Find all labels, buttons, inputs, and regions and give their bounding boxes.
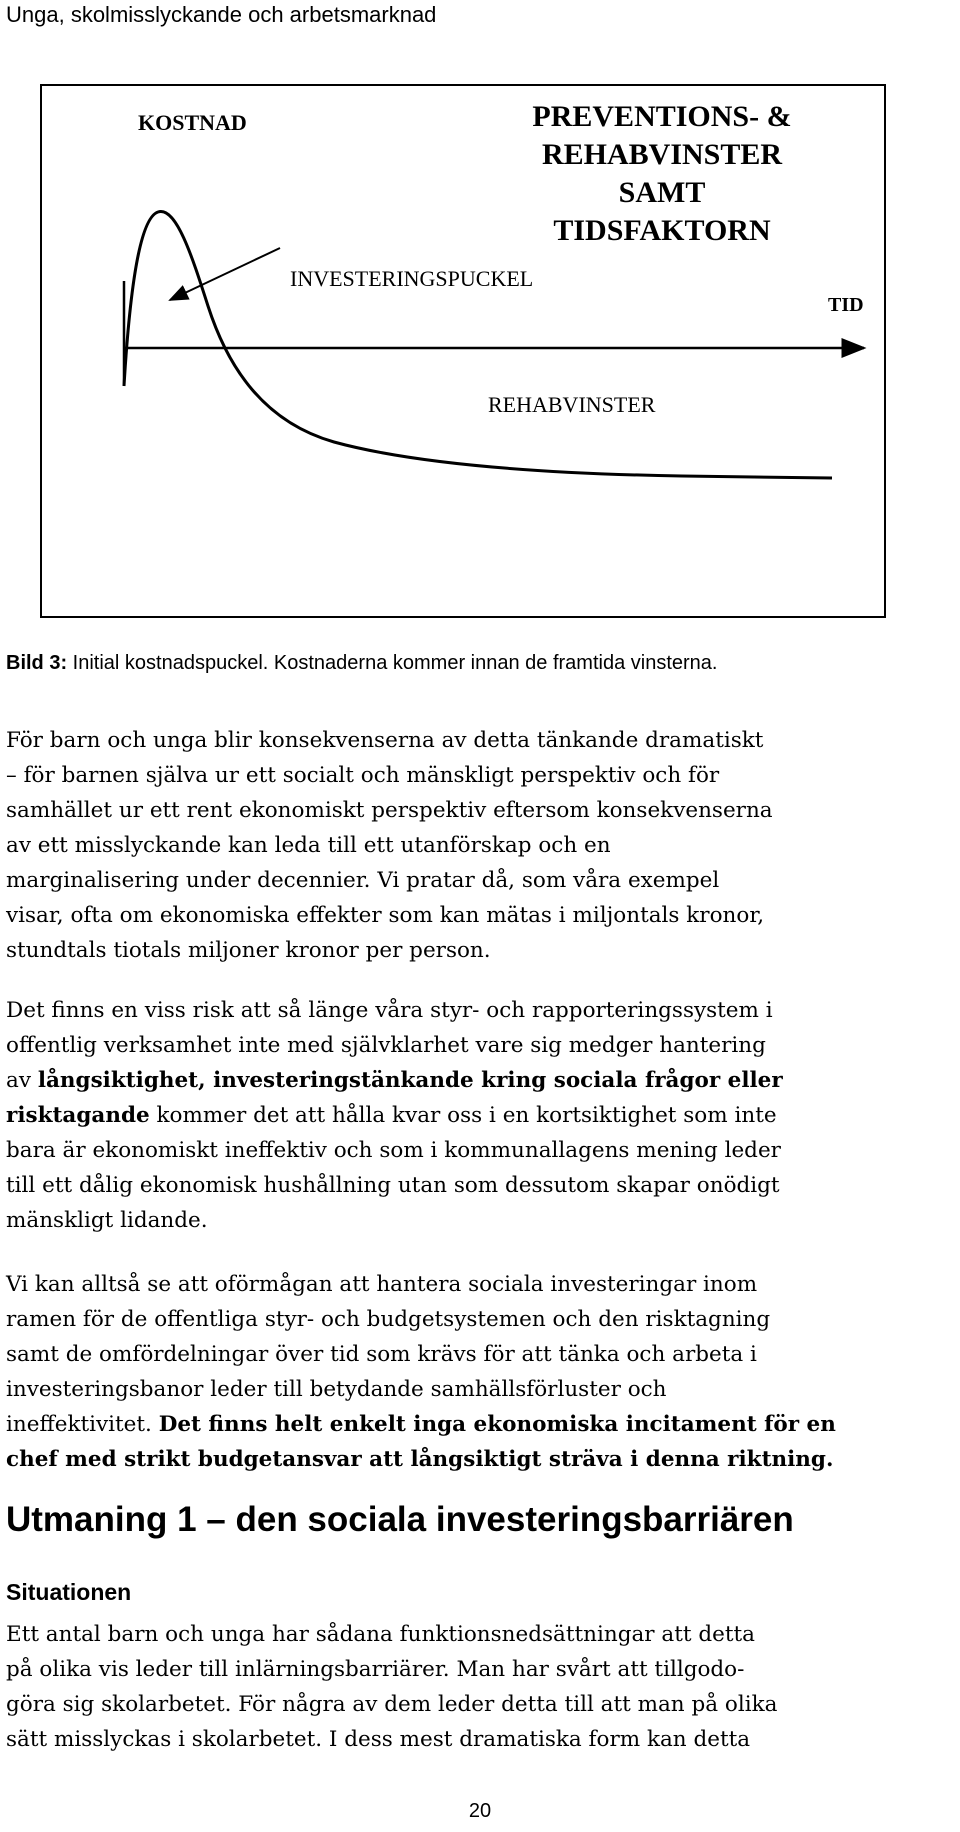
emphasis-text: långsiktighet, investeringstänkande kring sociala frågor eller [37, 1068, 783, 1093]
text-line: av ett misslyckande kan leda till ett utanförskap och en [6, 833, 611, 858]
cost-curve-figure [40, 84, 886, 618]
text-line: Det finns en viss risk att så länge våra styr- och rapporteringssystem i [6, 998, 773, 1023]
text-line: chef med strikt budgetansvar att långsiktigt sträva i denna riktning. [6, 1447, 834, 1472]
text-line: offentlig verksamhet inte med självklarhet vare sig medger hantering [6, 1033, 766, 1058]
figure-caption [6, 652, 717, 675]
text-line [6, 1063, 956, 1098]
section-heading: Utmaning 1 – den sociala investeringsbarriären [6, 1500, 794, 1539]
text-line: ramen för de offentliga styr- och budgetsystemen och den risktagning [6, 1307, 771, 1332]
page-number: 20 [468, 1800, 492, 1822]
text-line [6, 1407, 956, 1442]
text-line: på olika vis leder till inlärningsbarriärer. Man har svårt att tillgodo- [6, 1657, 745, 1682]
prevention-title [472, 98, 852, 250]
paragraph-2 [6, 993, 956, 1238]
emphasis-text: risktagande [6, 1103, 150, 1128]
text-line: – för barnen själva ur ett socialt och mänskligt perspektiv och för [6, 763, 720, 788]
text-line: visar, ofta om ekonomiska effekter som kan mätas i miljontals kronor, [6, 903, 765, 928]
text-line: samhället ur ett rent ekonomiskt perspektiv eftersom konsekvenserna [6, 798, 773, 823]
investment-arrow [170, 248, 280, 300]
text-line: För barn och unga blir konsekvenserna av detta tänkande dramatiskt [6, 728, 764, 753]
text-line: till ett dålig ekonomisk hushållning utan som dessutom skapar onödigt [6, 1173, 780, 1198]
text-run: ineffektivitet. [6, 1412, 159, 1437]
text-line: bara är ekonomiskt ineffektiv och som i kommunallagens mening leder [6, 1138, 781, 1163]
text-line [6, 1098, 956, 1133]
text-line: stundtals tiotals miljoner kronor per person. [6, 938, 491, 963]
caption-label: Bild 3: [6, 652, 68, 674]
cost-curve [124, 212, 832, 478]
paragraph-3 [6, 1267, 956, 1477]
text-line: Vi kan alltså se att oförmågan att hantera sociala investeringar inom [6, 1272, 758, 1297]
prevention-title-line: TIDSFAKTORN [553, 214, 771, 247]
text-line: mänskligt lidande. [6, 1208, 208, 1233]
text-line: göra sig skolarbetet. För några av dem leder detta till att man på olika [6, 1692, 778, 1717]
text-line: sätt misslyckas i skolarbetet. I dess mest dramatiska form kan detta [6, 1727, 751, 1752]
running-header: Unga, skolmisslyckande och arbetsmarknad [6, 2, 437, 27]
rehab-gains-label: REHABVINSTER [488, 392, 656, 417]
text-line: Ett antal barn och unga har sådana funktionsnedsättningar att detta [6, 1622, 755, 1647]
subsection-heading: Situationen [6, 1579, 132, 1605]
prevention-title-line: PREVENTIONS- & [532, 100, 792, 133]
time-label: TID [828, 294, 864, 316]
paragraph-1 [6, 723, 956, 968]
prevention-title-line: REHABVINSTER [541, 138, 783, 171]
prevention-title-line: SAMT [618, 176, 706, 209]
caption-text: Initial kostnadspuckel. Kostnaderna kommer innan de framtida vinsterna. [67, 652, 718, 674]
cost-label: KOSTNAD [138, 110, 247, 135]
text-line: samt de omfördelningar över tid som krävs för att tänka och arbeta i [6, 1342, 757, 1367]
text-line: marginalisering under decennier. Vi pratar då, som våra exempel [6, 868, 720, 893]
text-line: investeringsbanor leder till betydande samhällsförluster och [6, 1377, 667, 1402]
paragraph-4 [6, 1617, 956, 1757]
text-run: av [6, 1068, 38, 1093]
emphasis-text: Det finns helt enkelt inga ekonomiska incitament för en [158, 1412, 836, 1437]
investment-hump-label: INVESTERINGSPUCKEL [290, 266, 534, 291]
text-run: kommer det att hålla kvar oss i en kortsiktighet som inte [149, 1103, 777, 1128]
